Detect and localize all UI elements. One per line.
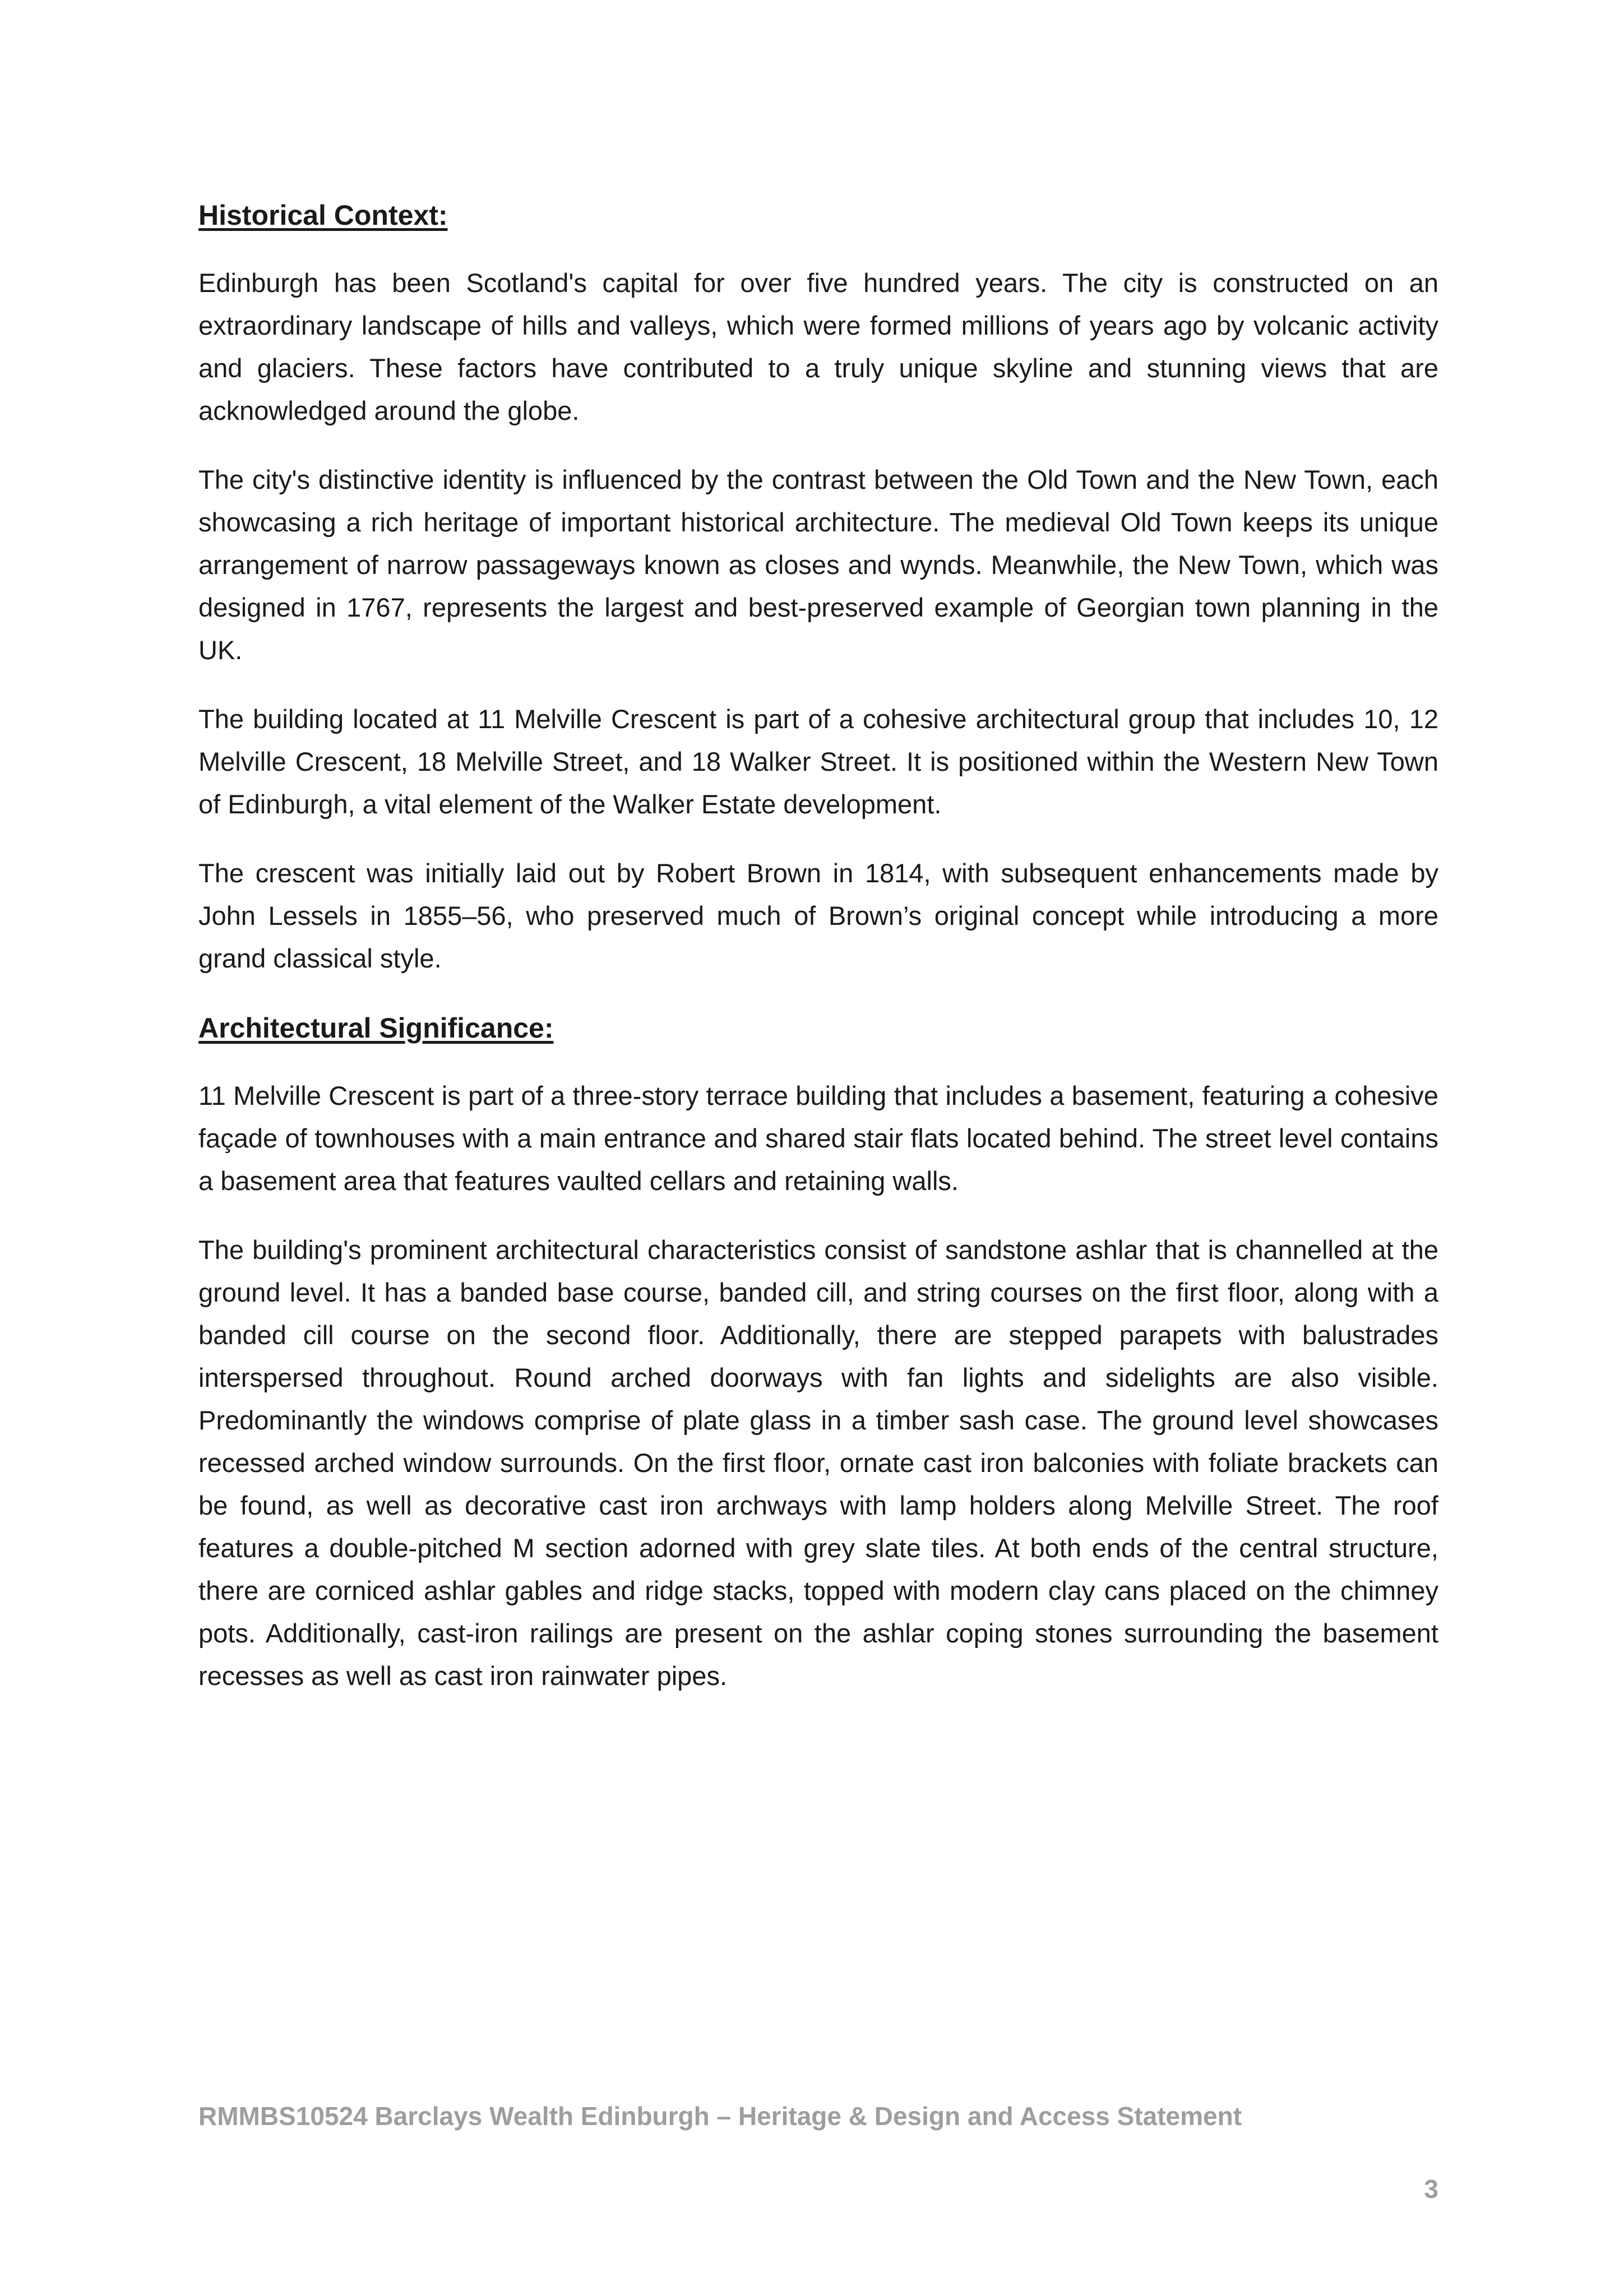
paragraph-melville-crescent-group: The building located at 11 Melville Crescent is part of a cohesive architectural group that includes 10, 12 Melville Crescent, 18 Melville Street, and 18 Walker Street. It is positioned within the Western New Town of Edinburgh, a vital element of the Walker Estate development.	[198, 704, 1438, 819]
document-body	[198, 193, 1438, 1724]
section-heading-historical-context: Historical Context:	[198, 200, 448, 231]
paragraph-crescent-history: The crescent was initially laid out by Robert Brown in 1814, with subsequent enhancements made by John Lessels in 1855–56, who preserved much of Brown’s original concept while introducing a more grand classical style.	[198, 858, 1438, 973]
paragraph-terrace-building: 11 Melville Crescent is part of a three-story terrace building that includes a basement, featuring a cohesive façade of townhouses with a main entrance and shared stair flats located behind. The street level contains a basement area that features vaulted cellars and retaining walls.	[198, 1081, 1438, 1196]
paragraph-old-new-town: The city's distinctive identity is influenced by the contrast between the Old Town and the New Town, each showcasing a rich heritage of important historical architecture. The medieval Old Town keeps its unique arrangement of narrow passageways known as closes and wynds. Meanwhile, the New Town, which was designed in 1767, represents the largest and best-preserved example of Georgian town planning in the UK.	[198, 465, 1438, 665]
page-number: 3	[1424, 2174, 1438, 2204]
paragraph-architectural-characteristics: The building's prominent architectural characteristics consist of sandstone ashlar that is channelled at the ground level. It has a banded base course, banded cill, and string courses on the first floor, along with a banded cill course on the second floor. Additionally, there are stepped parapets with balustrades interspersed throughout. Round arched doorways with fan lights and sidelights are also visible. Predominantly the windows comprise of plate glass in a timber sash case. The ground level showcases recessed arched window surrounds. On the first floor, ornate cast iron balconies with foliate brackets can be found, as well as decorative cast iron archways with lamp holders along Melville Street. The roof features a double-pitched M section adorned with grey slate tiles. At both ends of the central structure, there are corniced ashlar gables and ridge stacks, topped with modern clay cans placed on the chimney pots. Additionally, cast-iron railings are present on the ashlar coping stones surrounding the basement recesses as well as cast iron rainwater pipes.	[198, 1235, 1438, 1691]
paragraph-edinburgh-capital: Edinburgh has been Scotland's capital for over five hundred years. The city is constructed on an extraordinary landscape of hills and valleys, which were formed millions of years ago by volcanic activity and glaciers. These factors have contributed to a truly unique skyline and stunning views that are acknowledged around the globe.	[198, 268, 1438, 425]
section-heading-architectural-significance: Architectural Significance:	[198, 1012, 554, 1044]
footer-document-title: RMMBS10524 Barclays Wealth Edinburgh – Heritage & Design and Access Statement	[198, 2101, 1242, 2131]
